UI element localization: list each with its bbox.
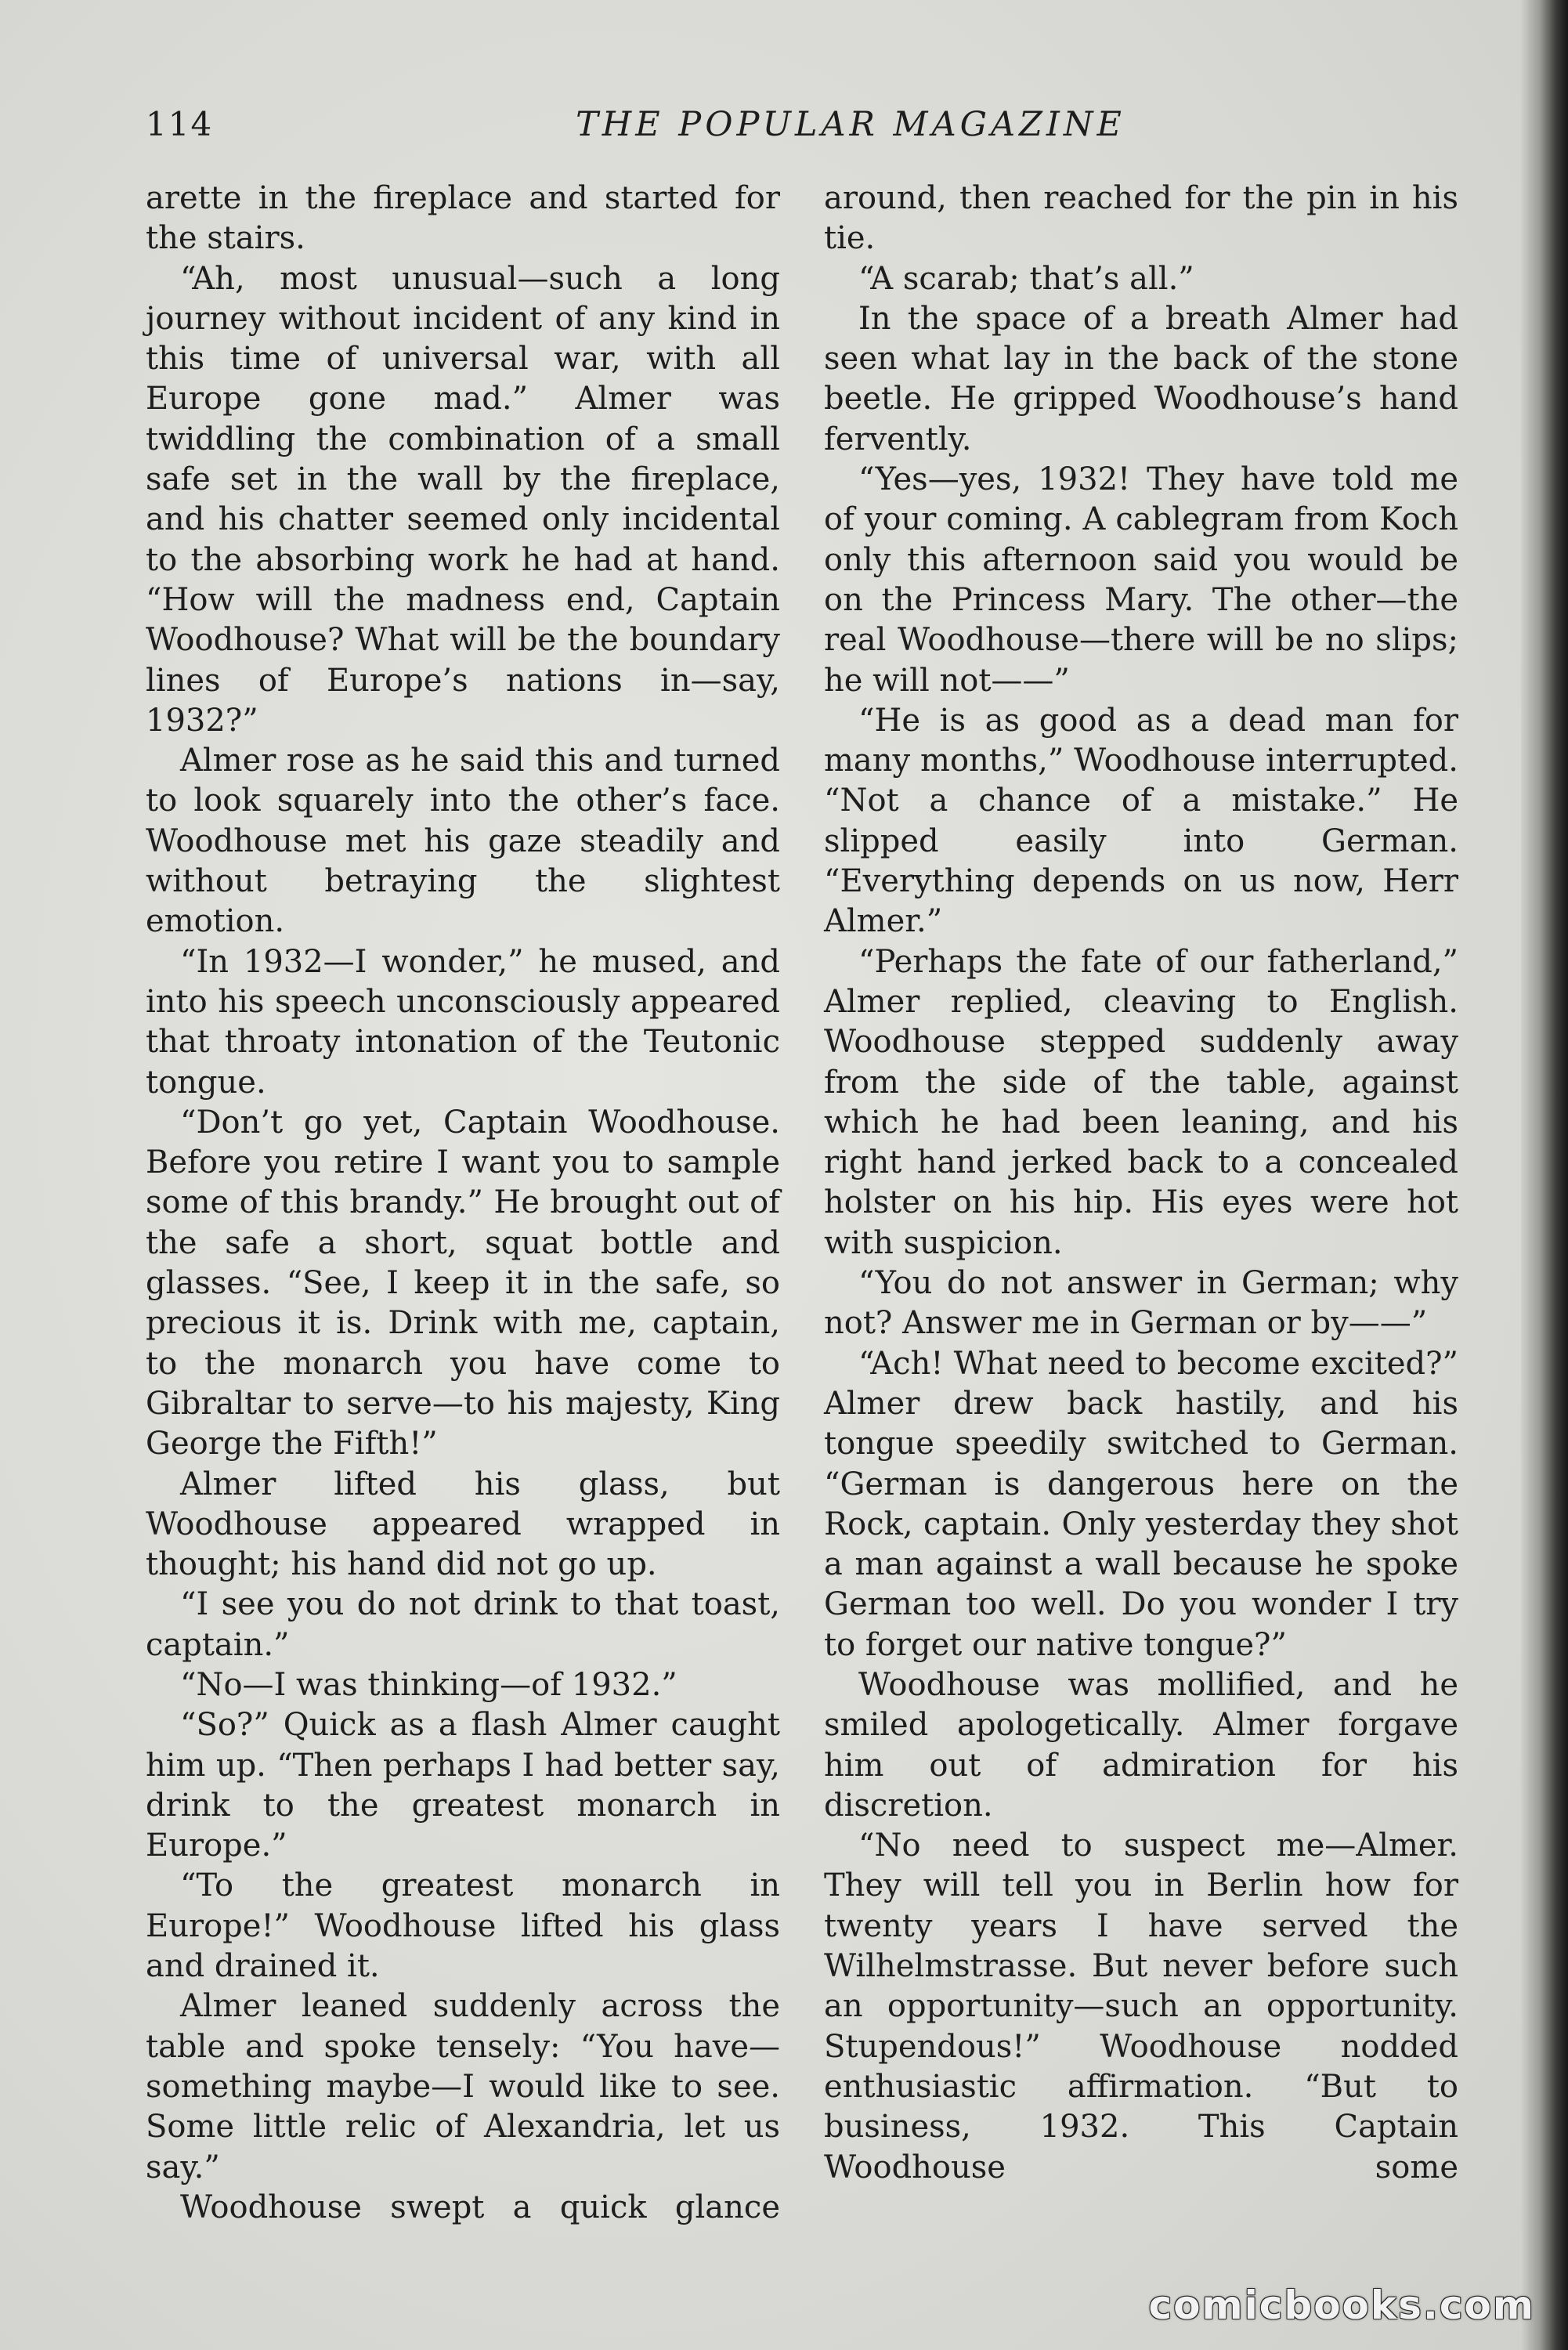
paragraph: Almer leaned suddenly across the table and spoke tensely: “You have—something maybe—I would like to see. Some little relic of Alexandria, let us say.” — [146, 1988, 780, 2186]
watermark: comicbooks.com — [1148, 2283, 1535, 2328]
paragraph: “Don’t go yet, Captain Woodhouse. Before you retire I want you to sample some of this brandy.” He brought out of the safe a short, squat bottle and glasses. “See, I keep it in the safe, so precious it is. Drink with me, captain, to the monarch you have come to Gibraltar to serve—to his majesty, King George the Fifth!” — [146, 1104, 780, 1462]
paragraph: “He is as good as a dead man for many months,” Woodhouse interrupted. “Not a chance of a mistake.” He slipped easily into German. “Everything depends on us now, Herr Almer.” — [824, 702, 1458, 940]
paragraph: “A scarab; that’s all.” — [858, 260, 1194, 297]
left-text-column — [146, 179, 780, 2228]
paragraph: In the space of a breath Almer had seen what lay in the back of the stone beetle. He gripped Woodhouse’s hand fervently. — [824, 300, 1458, 457]
paragraph: “To the greatest monarch in Europe!” Woodhouse lifted his glass and drained it. — [146, 1867, 780, 1985]
paragraph: Woodhouse was mollified, and he smiled apologetically. Almer forgave him out of admiration for his discretion. — [824, 1666, 1458, 1824]
paragraph: “No need to suspect me—Almer. They will tell you in Berlin how for twenty years I have served the Wilhelmstrasse. But never before such an opportunity—such an opportunity. Stupendous!” Woodhouse nodded enthusiastic affirmation. “But to business, 1932. This Captain Woodhouse some — [824, 1828, 1458, 2186]
paragraph: “Perhaps the fate of our fatherland,” Almer replied, cleaving to English. Woodhouse stepped suddenly away from the side of the table, against which he had been leaning, and his right hand jerked back to a concealed holster on his hip. His eyes were hot with suspicion. — [824, 943, 1458, 1261]
right-text-column — [824, 179, 1458, 2188]
paragraph: Almer rose as he said this and turned to look squarely into the other’s face. Woodhouse met his gaze steadily and without betraying the slightest emotion. — [146, 743, 780, 940]
paragraph: “Ach! What need to become excited?” Almer drew back hastily, and his tongue speedily switched to German. “German is dangerous here on the Rock, captain. Only yesterday they shot a man against a wall because he spoke German too well. Do you wonder I try to forget our native tongue?” — [824, 1345, 1458, 1663]
page-number: 114 — [146, 105, 214, 143]
paragraph: arette in the fireplace and started for the stairs. — [146, 180, 780, 257]
paragraph: “In 1932—I wonder,” he mused, and into his speech unconsciously appeared that throaty intonation of the Teutonic tongue. — [146, 943, 780, 1101]
paragraph: “So?” Quick as a flash Almer caught him up. “Then perhaps I had better say, drink to the greatest monarch in Europe.” — [146, 1707, 780, 1864]
paragraph: Woodhouse swept a quick glance — [180, 2189, 780, 2225]
paragraph: Almer lifted his glass, but Woodhouse appeared wrapped in thought; his hand did not go up. — [146, 1466, 780, 1583]
running-title: THE POPULAR MAGAZINE — [576, 105, 1125, 144]
paragraph: “Ah, most unusual—such a long journey without incident of any kind in this time of universal war, with all Europe gone mad.” Almer was twiddling the combination of a small safe set in the wall by the fireplace, and his chatter seemed only incidental to the absorbing work he had at hand. “How will the madness end, Captain Woodhouse? What will be the boundary lines of Europe’s nations in—say, 1932?” — [146, 260, 780, 739]
page-edge-shadow — [1521, 0, 1568, 2350]
paragraph: “Yes—yes, 1932! They have told me of your coming. A cablegram from Koch only this afternoon said you would be on the Princess Mary. The other—the real Woodhouse—there will be no slips; he will not——” — [824, 461, 1458, 699]
paragraph: “No—I was thinking—of 1932.” — [180, 1666, 677, 1703]
paragraph: “I see you do not drink to that toast, captain.” — [146, 1586, 780, 1663]
paragraph: around, then reached for the pin in his tie. — [824, 180, 1458, 257]
page-header — [146, 105, 1461, 152]
paragraph: “You do not answer in German; why not? Answer me in German or by——” — [824, 1265, 1458, 1342]
